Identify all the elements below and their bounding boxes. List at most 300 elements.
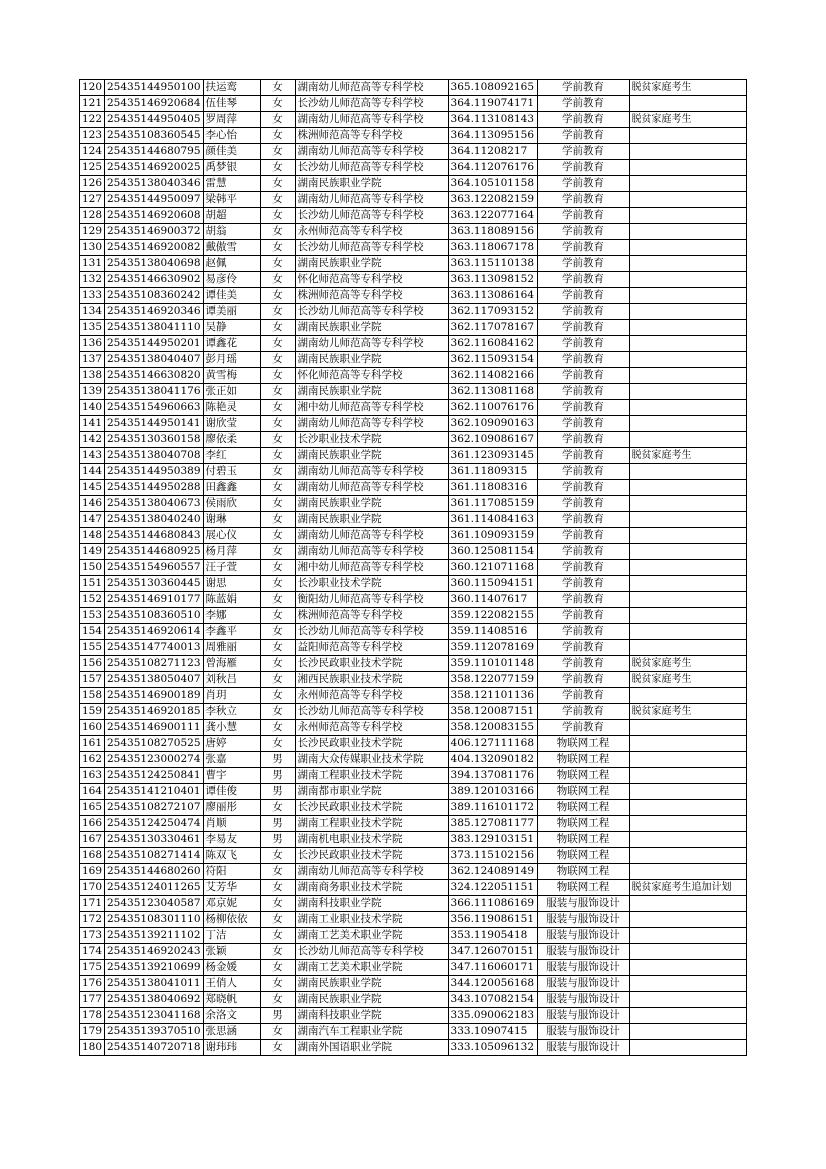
row-number-cell: 161 — [80, 736, 105, 752]
student-name-cell: 刘秋吕 — [203, 672, 260, 688]
table-row — [80, 816, 747, 832]
gender-cell: 女 — [260, 128, 295, 144]
remark-cell: 脱贫家庭考生 — [629, 672, 746, 688]
table-row — [80, 560, 747, 576]
gender-cell: 女 — [260, 912, 295, 928]
gender-cell: 女 — [260, 432, 295, 448]
table-row — [80, 160, 747, 176]
student-name-cell: 郑晓帆 — [203, 992, 260, 1008]
exam-id-cell: 25435146900372 — [105, 224, 204, 240]
gender-cell: 女 — [260, 960, 295, 976]
exam-id-cell: 25435139210699 — [105, 960, 204, 976]
exam-id-cell: 25435124011265 — [105, 880, 204, 896]
table-row — [80, 864, 747, 880]
score-cell: 364.105101158 — [448, 176, 537, 192]
table-row — [80, 544, 747, 560]
exam-id-cell: 25435146920684 — [105, 96, 204, 112]
student-name-cell: 杨月萍 — [203, 544, 260, 560]
row-number-cell: 149 — [80, 544, 105, 560]
row-number-cell: 163 — [80, 768, 105, 784]
student-name-cell: 杨金媛 — [203, 960, 260, 976]
table-row — [80, 1024, 747, 1040]
score-cell: 344.120056168 — [448, 976, 537, 992]
gender-cell: 女 — [260, 896, 295, 912]
major-cell: 学前教育 — [537, 480, 629, 496]
school-name-cell: 湖南民族职业学院 — [295, 976, 448, 992]
score-cell: 389.116101172 — [448, 800, 537, 816]
school-name-cell: 湖南幼儿师范高等专科学校 — [295, 80, 448, 96]
exam-id-cell: 25435146920346 — [105, 304, 204, 320]
table-row — [80, 976, 747, 992]
school-name-cell: 湖南科技职业学院 — [295, 1008, 448, 1024]
remark-cell — [629, 480, 746, 496]
student-name-cell: 杨柳依依 — [203, 912, 260, 928]
major-cell: 服装与服饰设计 — [537, 912, 629, 928]
remark-cell: 脱贫家庭考生追加计划 — [629, 880, 746, 896]
table-row — [80, 912, 747, 928]
row-number-cell: 142 — [80, 432, 105, 448]
score-cell: 361.114084163 — [448, 512, 537, 528]
remark-cell — [629, 528, 746, 544]
exam-id-cell: 25435130360445 — [105, 576, 204, 592]
school-name-cell: 湖南汽车工程职业学院 — [295, 1024, 448, 1040]
row-number-cell: 121 — [80, 96, 105, 112]
table-row — [80, 128, 747, 144]
row-number-cell: 152 — [80, 592, 105, 608]
row-number-cell: 160 — [80, 720, 105, 736]
school-name-cell: 湖南民族职业学院 — [295, 992, 448, 1008]
table-row — [80, 112, 747, 128]
student-name-cell: 周雅丽 — [203, 640, 260, 656]
gender-cell: 女 — [260, 336, 295, 352]
score-cell: 358.120087151 — [448, 704, 537, 720]
exam-id-cell: 25435146920243 — [105, 944, 204, 960]
exam-id-cell: 25435138040708 — [105, 448, 204, 464]
remark-cell — [629, 896, 746, 912]
score-cell: 360.11407617 — [448, 592, 537, 608]
exam-id-cell: 25435144680795 — [105, 144, 204, 160]
student-name-cell: 伍佳琴 — [203, 96, 260, 112]
score-cell: 406.127111168 — [448, 736, 537, 752]
school-name-cell: 湖南机电职业技术学院 — [295, 832, 448, 848]
gender-cell: 女 — [260, 352, 295, 368]
exam-id-cell: 25435140720718 — [105, 1040, 204, 1056]
exam-id-cell: 25435138050407 — [105, 672, 204, 688]
major-cell: 学前教育 — [537, 208, 629, 224]
score-cell: 333.10907415 — [448, 1024, 537, 1040]
gender-cell: 女 — [260, 624, 295, 640]
school-name-cell: 长沙幼儿师范高等专科学校 — [295, 240, 448, 256]
gender-cell: 女 — [260, 608, 295, 624]
exam-id-cell: 25435130330461 — [105, 832, 204, 848]
score-cell: 359.122082155 — [448, 608, 537, 624]
major-cell: 学前教育 — [537, 176, 629, 192]
major-cell: 服装与服饰设计 — [537, 960, 629, 976]
major-cell: 学前教育 — [537, 560, 629, 576]
major-cell: 物联网工程 — [537, 880, 629, 896]
score-cell: 343.107082154 — [448, 992, 537, 1008]
table-row — [80, 144, 747, 160]
gender-cell: 女 — [260, 368, 295, 384]
table-row — [80, 448, 747, 464]
student-name-cell: 彭月瑶 — [203, 352, 260, 368]
school-name-cell: 湖南民族职业学院 — [295, 512, 448, 528]
major-cell: 学前教育 — [537, 496, 629, 512]
table-row — [80, 432, 747, 448]
table-row — [80, 288, 747, 304]
remark-cell — [629, 400, 746, 416]
school-name-cell: 永州师范高等专科学校 — [295, 224, 448, 240]
school-name-cell: 永州师范高等专科学校 — [295, 720, 448, 736]
row-number-cell: 146 — [80, 496, 105, 512]
gender-cell: 男 — [260, 1008, 295, 1024]
gender-cell: 女 — [260, 672, 295, 688]
gender-cell: 女 — [260, 272, 295, 288]
score-cell: 361.109093159 — [448, 528, 537, 544]
gender-cell: 女 — [260, 720, 295, 736]
school-name-cell: 湖南工业职业技术学院 — [295, 912, 448, 928]
table-row — [80, 368, 747, 384]
major-cell: 物联网工程 — [537, 736, 629, 752]
score-cell: 333.105096132 — [448, 1040, 537, 1056]
score-cell: 360.125081154 — [448, 544, 537, 560]
student-name-cell: 肖玥 — [203, 688, 260, 704]
row-number-cell: 178 — [80, 1008, 105, 1024]
gender-cell: 女 — [260, 704, 295, 720]
school-name-cell: 湖南幼儿师范高等专科学校 — [295, 416, 448, 432]
gender-cell: 男 — [260, 784, 295, 800]
gender-cell: 女 — [260, 656, 295, 672]
score-cell: 360.115094151 — [448, 576, 537, 592]
table-row — [80, 608, 747, 624]
student-name-cell: 谭佳美 — [203, 288, 260, 304]
remark-cell — [629, 336, 746, 352]
remark-cell — [629, 304, 746, 320]
student-name-cell: 雷慧 — [203, 176, 260, 192]
row-number-cell: 148 — [80, 528, 105, 544]
score-cell: 366.111086169 — [448, 896, 537, 912]
gender-cell: 男 — [260, 768, 295, 784]
student-name-cell: 吴静 — [203, 320, 260, 336]
gender-cell: 女 — [260, 640, 295, 656]
major-cell: 学前教育 — [537, 512, 629, 528]
school-name-cell: 湖南幼儿师范高等专科学校 — [295, 864, 448, 880]
exam-id-cell: 25435108272107 — [105, 800, 204, 816]
remark-cell — [629, 128, 746, 144]
remark-cell — [629, 592, 746, 608]
school-name-cell: 湖南大众传媒职业技术学院 — [295, 752, 448, 768]
major-cell: 学前教育 — [537, 256, 629, 272]
score-cell: 358.120083155 — [448, 720, 537, 736]
major-cell: 服装与服饰设计 — [537, 1024, 629, 1040]
remark-cell — [629, 368, 746, 384]
score-cell: 363.115110138 — [448, 256, 537, 272]
table-row — [80, 688, 747, 704]
row-number-cell: 133 — [80, 288, 105, 304]
gender-cell: 女 — [260, 400, 295, 416]
table-row — [80, 480, 747, 496]
student-name-cell: 李鑫平 — [203, 624, 260, 640]
exam-id-cell: 25435138040240 — [105, 512, 204, 528]
major-cell: 学前教育 — [537, 464, 629, 480]
gender-cell: 女 — [260, 288, 295, 304]
major-cell: 学前教育 — [537, 672, 629, 688]
major-cell: 学前教育 — [537, 720, 629, 736]
student-name-cell: 李娜 — [203, 608, 260, 624]
school-name-cell: 湖南科技职业学院 — [295, 896, 448, 912]
gender-cell: 女 — [260, 496, 295, 512]
remark-cell — [629, 848, 746, 864]
exam-id-cell: 25435144680925 — [105, 544, 204, 560]
exam-id-cell: 25435138040698 — [105, 256, 204, 272]
table-row — [80, 304, 747, 320]
table-row — [80, 592, 747, 608]
major-cell: 学前教育 — [537, 448, 629, 464]
student-name-cell: 田鑫鑫 — [203, 480, 260, 496]
exam-id-cell: 25435144950389 — [105, 464, 204, 480]
exam-id-cell: 25435141210401 — [105, 784, 204, 800]
major-cell: 学前教育 — [537, 528, 629, 544]
score-cell: 383.129103151 — [448, 832, 537, 848]
row-number-cell: 154 — [80, 624, 105, 640]
score-cell: 362.116084162 — [448, 336, 537, 352]
remark-cell — [629, 160, 746, 176]
student-name-cell: 扶运鸾 — [203, 80, 260, 96]
remark-cell — [629, 256, 746, 272]
gender-cell: 女 — [260, 736, 295, 752]
table-row — [80, 1008, 747, 1024]
student-name-cell: 丁洁 — [203, 928, 260, 944]
school-name-cell: 长沙民政职业技术学院 — [295, 736, 448, 752]
school-name-cell: 湖南幼儿师范高等专科学校 — [295, 144, 448, 160]
major-cell: 物联网工程 — [537, 784, 629, 800]
student-name-cell: 谭佳俊 — [203, 784, 260, 800]
major-cell: 学前教育 — [537, 160, 629, 176]
score-cell: 324.122051151 — [448, 880, 537, 896]
student-name-cell: 戴傲雪 — [203, 240, 260, 256]
school-name-cell: 长沙幼儿师范高等专科学校 — [295, 944, 448, 960]
remark-cell — [629, 320, 746, 336]
score-cell: 363.122077164 — [448, 208, 537, 224]
row-number-cell: 120 — [80, 80, 105, 96]
table-row — [80, 384, 747, 400]
school-name-cell: 湖南民族职业学院 — [295, 352, 448, 368]
major-cell: 物联网工程 — [537, 848, 629, 864]
school-name-cell: 湖南民族职业学院 — [295, 384, 448, 400]
row-number-cell: 129 — [80, 224, 105, 240]
table-row — [80, 1040, 747, 1056]
row-number-cell: 147 — [80, 512, 105, 528]
remark-cell — [629, 736, 746, 752]
score-cell: 358.122077159 — [448, 672, 537, 688]
exam-id-cell: 25435138040407 — [105, 352, 204, 368]
row-number-cell: 145 — [80, 480, 105, 496]
gender-cell: 女 — [260, 544, 295, 560]
remark-cell — [629, 144, 746, 160]
student-name-cell: 谢琳 — [203, 512, 260, 528]
major-cell: 学前教育 — [537, 608, 629, 624]
remark-cell — [629, 176, 746, 192]
remark-cell — [629, 960, 746, 976]
table-row — [80, 496, 747, 512]
school-name-cell: 长沙幼儿师范高等专科学校 — [295, 208, 448, 224]
table-row — [80, 800, 747, 816]
row-number-cell: 139 — [80, 384, 105, 400]
remark-cell — [629, 624, 746, 640]
score-cell: 362.124089149 — [448, 864, 537, 880]
gender-cell: 女 — [260, 480, 295, 496]
row-number-cell: 177 — [80, 992, 105, 1008]
row-number-cell: 127 — [80, 192, 105, 208]
table-row — [80, 752, 747, 768]
school-name-cell: 长沙民政职业技术学院 — [295, 800, 448, 816]
score-cell: 347.126070151 — [448, 944, 537, 960]
row-number-cell: 172 — [80, 912, 105, 928]
score-cell: 361.123093145 — [448, 448, 537, 464]
exam-id-cell: 25435124250474 — [105, 816, 204, 832]
exam-id-cell: 25435146910177 — [105, 592, 204, 608]
remark-cell — [629, 816, 746, 832]
gender-cell: 女 — [260, 848, 295, 864]
exam-id-cell: 25435146920614 — [105, 624, 204, 640]
score-cell: 362.109090163 — [448, 416, 537, 432]
remark-cell — [629, 832, 746, 848]
score-cell: 360.121071168 — [448, 560, 537, 576]
exam-id-cell: 25435108360242 — [105, 288, 204, 304]
exam-id-cell: 25435144950141 — [105, 416, 204, 432]
row-number-cell: 165 — [80, 800, 105, 816]
school-name-cell: 湖南民族职业学院 — [295, 496, 448, 512]
gender-cell: 女 — [260, 944, 295, 960]
student-name-cell: 谢玮玮 — [203, 1040, 260, 1056]
major-cell: 物联网工程 — [537, 864, 629, 880]
school-name-cell: 湖南幼儿师范高等专科学校 — [295, 336, 448, 352]
row-number-cell: 174 — [80, 944, 105, 960]
exam-id-cell: 25435144950288 — [105, 480, 204, 496]
table-row — [80, 192, 747, 208]
exam-id-cell: 25435108301110 — [105, 912, 204, 928]
row-number-cell: 167 — [80, 832, 105, 848]
score-cell: 404.132090182 — [448, 752, 537, 768]
gender-cell: 女 — [260, 800, 295, 816]
school-name-cell: 湖南民族职业学院 — [295, 448, 448, 464]
major-cell: 服装与服饰设计 — [537, 944, 629, 960]
table-row — [80, 736, 747, 752]
score-cell: 361.11808316 — [448, 480, 537, 496]
remark-cell: 脱贫家庭考生 — [629, 80, 746, 96]
score-cell: 364.113095156 — [448, 128, 537, 144]
score-cell: 362.117078167 — [448, 320, 537, 336]
score-cell: 362.113081168 — [448, 384, 537, 400]
score-cell: 353.11905418 — [448, 928, 537, 944]
score-cell: 363.118067178 — [448, 240, 537, 256]
score-cell: 363.118089156 — [448, 224, 537, 240]
gender-cell: 女 — [260, 320, 295, 336]
exam-id-cell: 25435108271123 — [105, 656, 204, 672]
exam-id-cell: 25435130360158 — [105, 432, 204, 448]
table-row — [80, 928, 747, 944]
student-name-cell: 胡超 — [203, 208, 260, 224]
student-name-cell: 廖丽彤 — [203, 800, 260, 816]
remark-cell — [629, 496, 746, 512]
table-row — [80, 832, 747, 848]
exam-id-cell: 25435154960557 — [105, 560, 204, 576]
row-number-cell: 173 — [80, 928, 105, 944]
exam-id-cell: 25435144950405 — [105, 112, 204, 128]
exam-id-cell: 25435123041168 — [105, 1008, 204, 1024]
student-name-cell: 谭美丽 — [203, 304, 260, 320]
remark-cell — [629, 752, 746, 768]
row-number-cell: 175 — [80, 960, 105, 976]
gender-cell: 女 — [260, 560, 295, 576]
major-cell: 学前教育 — [537, 416, 629, 432]
remark-cell — [629, 992, 746, 1008]
score-cell: 347.116060171 — [448, 960, 537, 976]
row-number-cell: 123 — [80, 128, 105, 144]
exam-id-cell: 25435144950097 — [105, 192, 204, 208]
student-name-cell: 颜佳美 — [203, 144, 260, 160]
table-row — [80, 704, 747, 720]
school-name-cell: 怀化师范高等专科学校 — [295, 272, 448, 288]
table-row — [80, 576, 747, 592]
exam-id-cell: 25435144680260 — [105, 864, 204, 880]
major-cell: 服装与服饰设计 — [537, 928, 629, 944]
major-cell: 学前教育 — [537, 640, 629, 656]
school-name-cell: 湖南幼儿师范高等专科学校 — [295, 544, 448, 560]
school-name-cell: 湖南幼儿师范高等专科学校 — [295, 192, 448, 208]
table-row — [80, 992, 747, 1008]
table-row — [80, 672, 747, 688]
row-number-cell: 157 — [80, 672, 105, 688]
gender-cell: 女 — [260, 240, 295, 256]
gender-cell: 女 — [260, 1024, 295, 1040]
table-row — [80, 528, 747, 544]
score-cell: 364.11208217 — [448, 144, 537, 160]
gender-cell: 女 — [260, 688, 295, 704]
major-cell: 物联网工程 — [537, 832, 629, 848]
student-name-cell: 易彦伶 — [203, 272, 260, 288]
school-name-cell: 湖南民族职业学院 — [295, 176, 448, 192]
table-body — [80, 80, 747, 1056]
row-number-cell: 156 — [80, 656, 105, 672]
score-cell: 394.137081176 — [448, 768, 537, 784]
row-number-cell: 124 — [80, 144, 105, 160]
remark-cell — [629, 544, 746, 560]
school-name-cell: 湖南民族职业学院 — [295, 320, 448, 336]
major-cell: 服装与服饰设计 — [537, 896, 629, 912]
score-cell: 359.110101148 — [448, 656, 537, 672]
remark-cell — [629, 416, 746, 432]
school-name-cell: 湘中幼儿师范高等专科学校 — [295, 400, 448, 416]
major-cell: 学前教育 — [537, 288, 629, 304]
gender-cell: 女 — [260, 448, 295, 464]
exam-id-cell: 25435146900111 — [105, 720, 204, 736]
school-name-cell: 湖南工程职业技术学院 — [295, 816, 448, 832]
row-number-cell: 155 — [80, 640, 105, 656]
major-cell: 学前教育 — [537, 352, 629, 368]
row-number-cell: 131 — [80, 256, 105, 272]
exam-id-cell: 25435146920082 — [105, 240, 204, 256]
gender-cell: 女 — [260, 576, 295, 592]
score-cell: 335.090062183 — [448, 1008, 537, 1024]
table-row — [80, 768, 747, 784]
remark-cell — [629, 864, 746, 880]
gender-cell: 女 — [260, 1040, 295, 1056]
school-name-cell: 长沙民政职业技术学院 — [295, 848, 448, 864]
row-number-cell: 180 — [80, 1040, 105, 1056]
table-row — [80, 96, 747, 112]
remark-cell — [629, 512, 746, 528]
